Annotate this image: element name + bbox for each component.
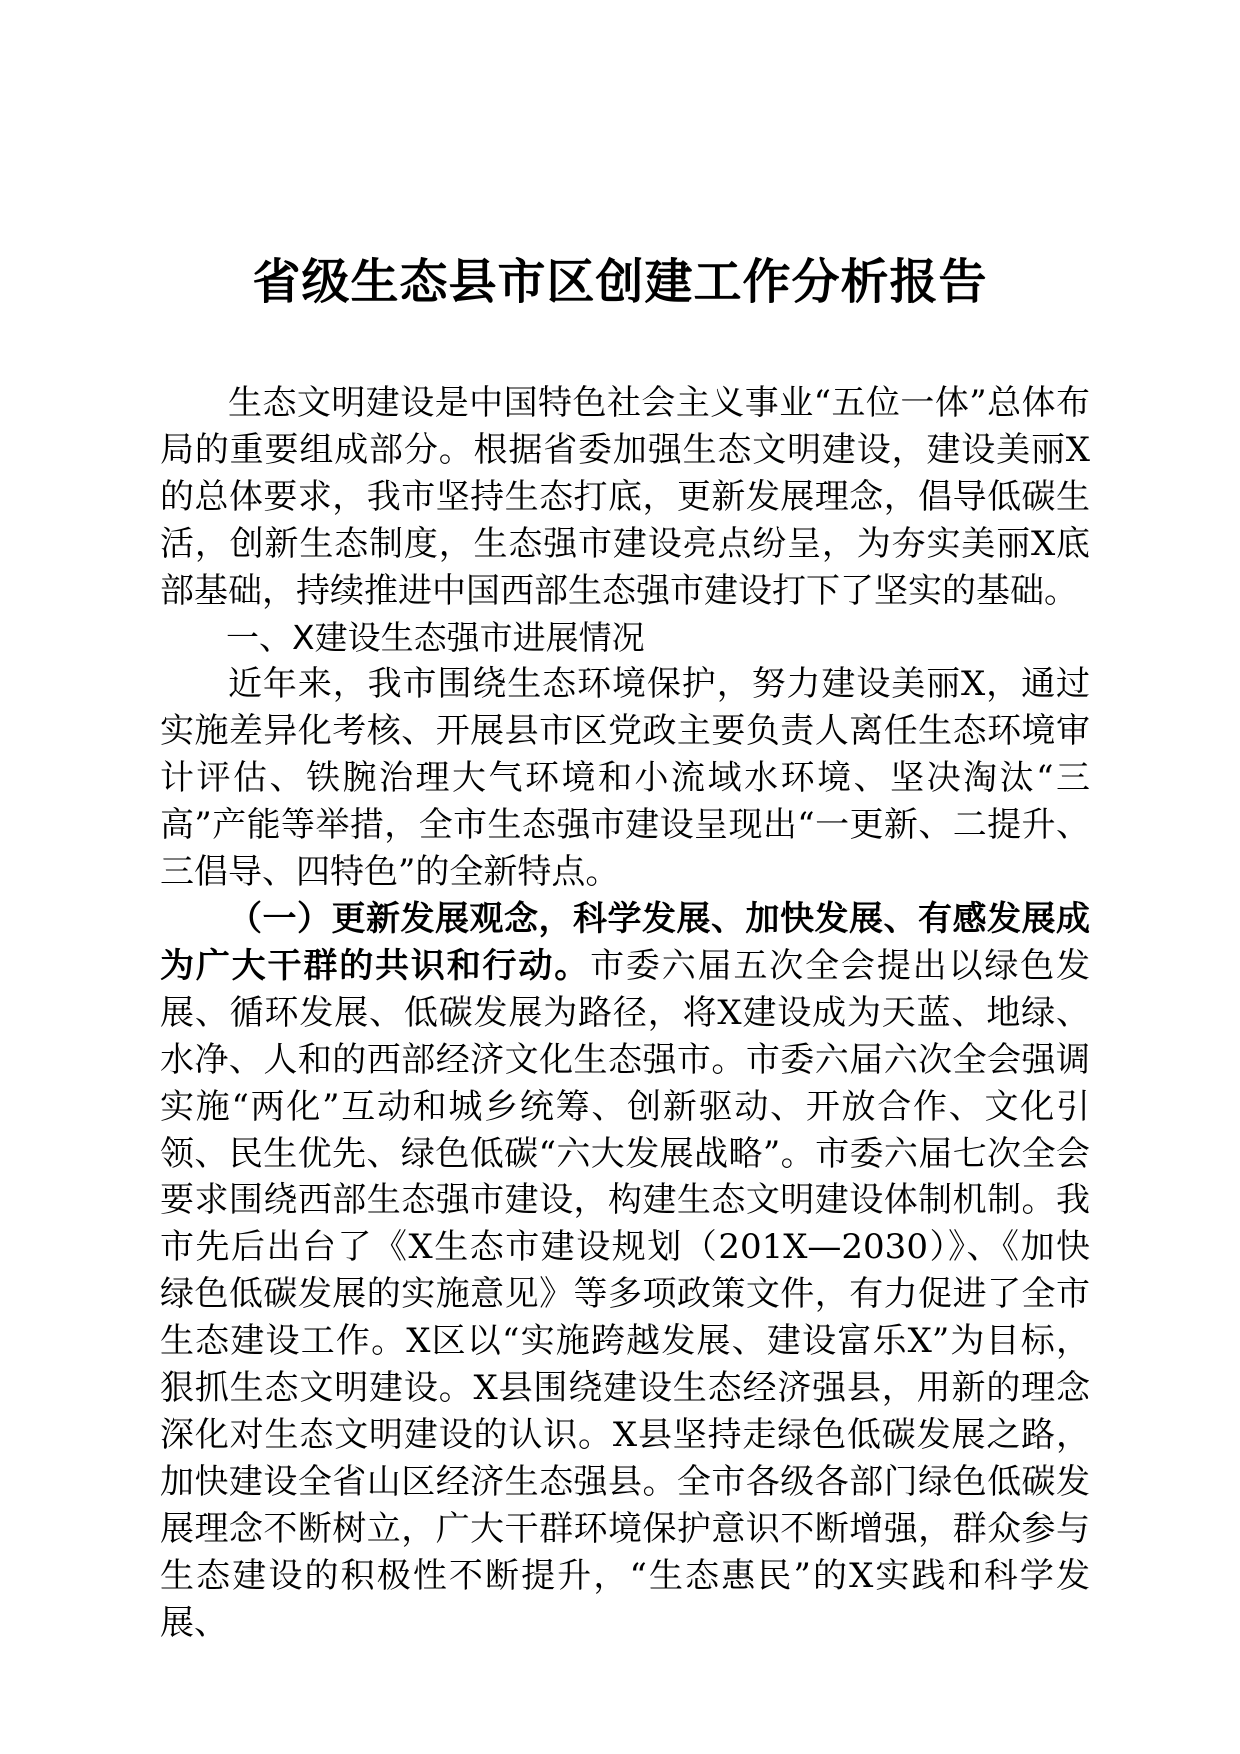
subsection-text: 市委六届五次全会提出以绿色发展、循环发展、低碳发展为路径，将X建设成为天蓝、地绿、水净、人和的西部经济文化生态强市。市委六届六次全会强调实施“两化”互动和城乡统筹、创新驱动、开放合作、文化引领、民生优先、绿色低碳“六大发展战略”。市委六届七次全会要求围绕西部生态强市建设，构建生态文明建设体制机制。我市先后出台了《X生态市建设规划（201X—2030）》、《加快绿色低碳发展的实施意见》等多项政策文件，有力促进了全市生态建设工作。X区以“实施跨越发展、建设富乐X”为目标，狠抓生态文明建设。X县围绕建设生态经济强县，用新的理念深化对生态文明建设的认识。X县坚持走绿色低碳发展之路，加快建设全省山区经济生态强县。全市各级各部门绿色低碳发展理念不断树立，广大干群环境保护意识不断增强，群众参与生态建设的积极性不断提升，“生态惠民”的X实践和科学发展、 <box>160 945 1091 1643</box>
document-title: 省级生态县市区创建工作分析报告 <box>252 254 988 310</box>
section-paragraph: 近年来，我市围绕生态环境保护，努力建设美丽X，通过实施差异化考核、开展县市区党政主要负责人离任生态环境审计评估、铁腕治理大气环境和小流域水环境、坚决淘汰“三高”产能等举措，全市生态强市建设呈现出“一更新、二提升、三倡导、四特色”的全新特点。 <box>160 664 1090 893</box>
subsection-paragraph <box>160 896 1090 1647</box>
subsection-heading: （一）更新发展观念，科学发展、加快发展、有感发展成为广大干群的共识和行动。 <box>160 898 1090 986</box>
intro-paragraph: 生态文明建设是中国特色社会主义事业“五位一体”总体布局的重要组成部分。根据省委加强生态文明建设，建设美丽X的总体要求，我市坚持生态打底，更新发展理念，倡导低碳生活，创新生态制度，生态强市建设亮点纷呈，为夯实美丽X底部基础，持续推进中国西部生态强市建设打下了坚实的基础。 <box>160 383 1090 611</box>
section-heading: 一、X建设生态强市进展情况 <box>226 617 645 657</box>
document-body <box>160 380 1090 1646</box>
